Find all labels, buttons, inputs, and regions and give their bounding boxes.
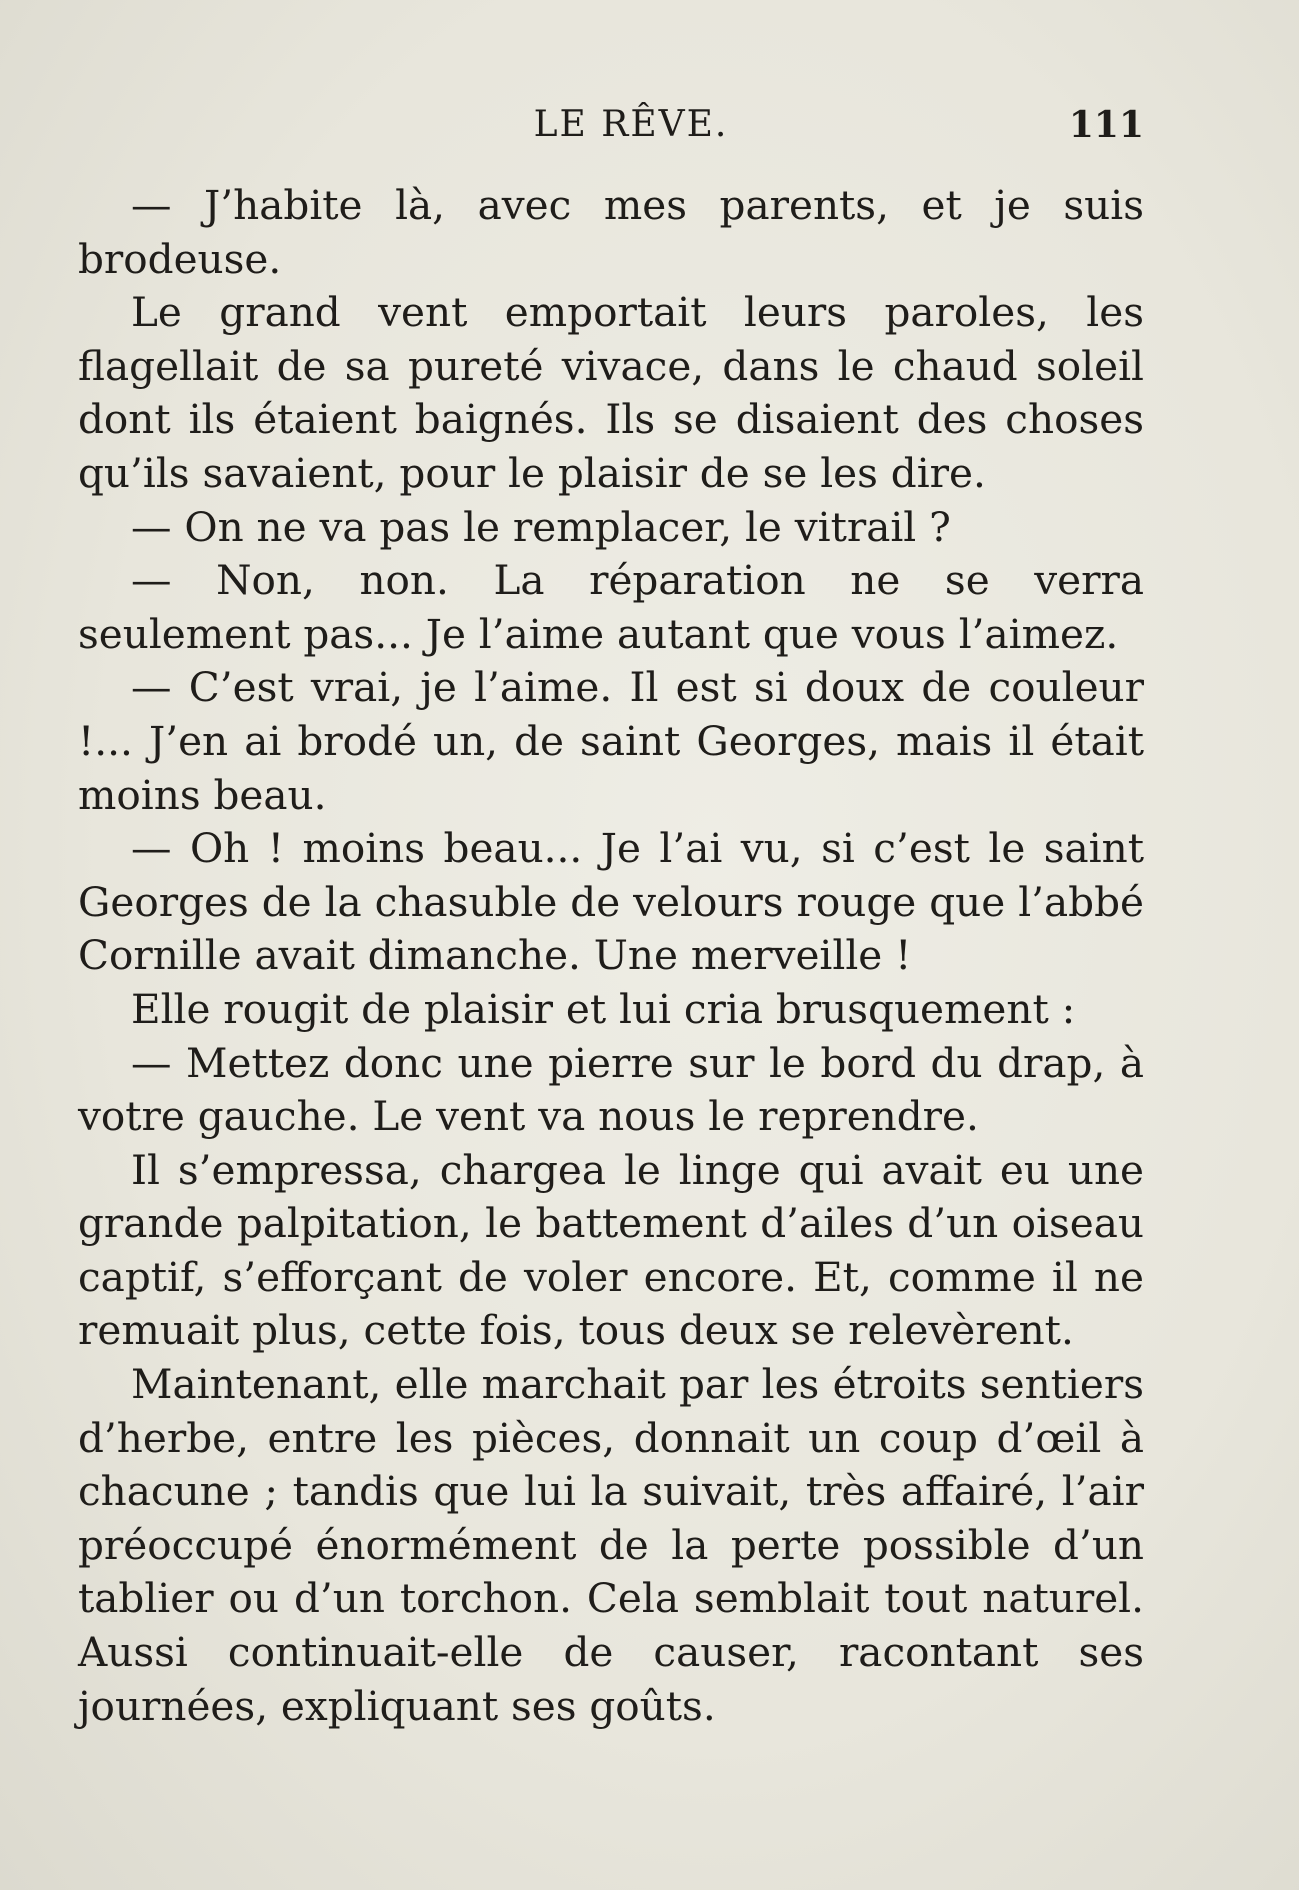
running-header xyxy=(78,104,1144,154)
paragraph: — Oh ! moins beau... Je l’ai vu, si c’est le saint Georges de la chasuble de velours rouge que l’abbé Cornille avait dimanche. Une merveille ! xyxy=(78,824,1144,980)
paragraph: Elle rougit de plaisir et lui cria brusquement : xyxy=(131,984,1076,1033)
paragraph: — C’est vrai, je l’aime. Il est si doux de couleur !... J’en ai brodé un, de saint Georges, mais il était moins beau. xyxy=(78,663,1144,819)
running-title: LE RÊVE. xyxy=(533,104,729,145)
paragraph: Le grand vent emportait leurs paroles, les flagellait de sa pureté vivace, dans le chaud soleil dont ils étaient baignés. Ils se disaient des choses qu’ils savaient, pour le plaisir de se les dire. xyxy=(78,288,1144,497)
paragraph: — Mettez donc une pierre sur le bord du drap, à votre gauche. Le vent va nous le reprendre. xyxy=(78,1038,1144,1141)
page-number: 111 xyxy=(1068,104,1144,146)
paragraph: — J’habite là, avec mes parents, et je suis brodeuse. xyxy=(78,181,1144,283)
body-text xyxy=(78,179,1144,1733)
paragraph: Il s’empressa, chargea le linge qui avait eu une grande palpitation, le battement d’ailes d’un oiseau captif, s’efforçant de voler encore. Et, comme il ne remuait plus, cette fois, tous deux se relevèrent. xyxy=(78,1145,1144,1355)
paragraph: — On ne va pas le remplacer, le vitrail ? xyxy=(131,502,951,551)
paragraph: Maintenant, elle marchait par les étroits sentiers d’herbe, entre les pièces, donnait un coup d’œil à chacune ; tandis que lui la suivait, très affairé, l’air préoccupé énormément de la perte possible d’un tablier ou d’un torchon. Cela semblait tout naturel. Aussi continuait-elle de causer, racontant ses journées, expliquant ses goûts. xyxy=(78,1360,1144,1730)
paragraph: — Non, non. La réparation ne se verra seulement pas... Je l’aime autant que vous l’aimez. xyxy=(78,556,1144,658)
